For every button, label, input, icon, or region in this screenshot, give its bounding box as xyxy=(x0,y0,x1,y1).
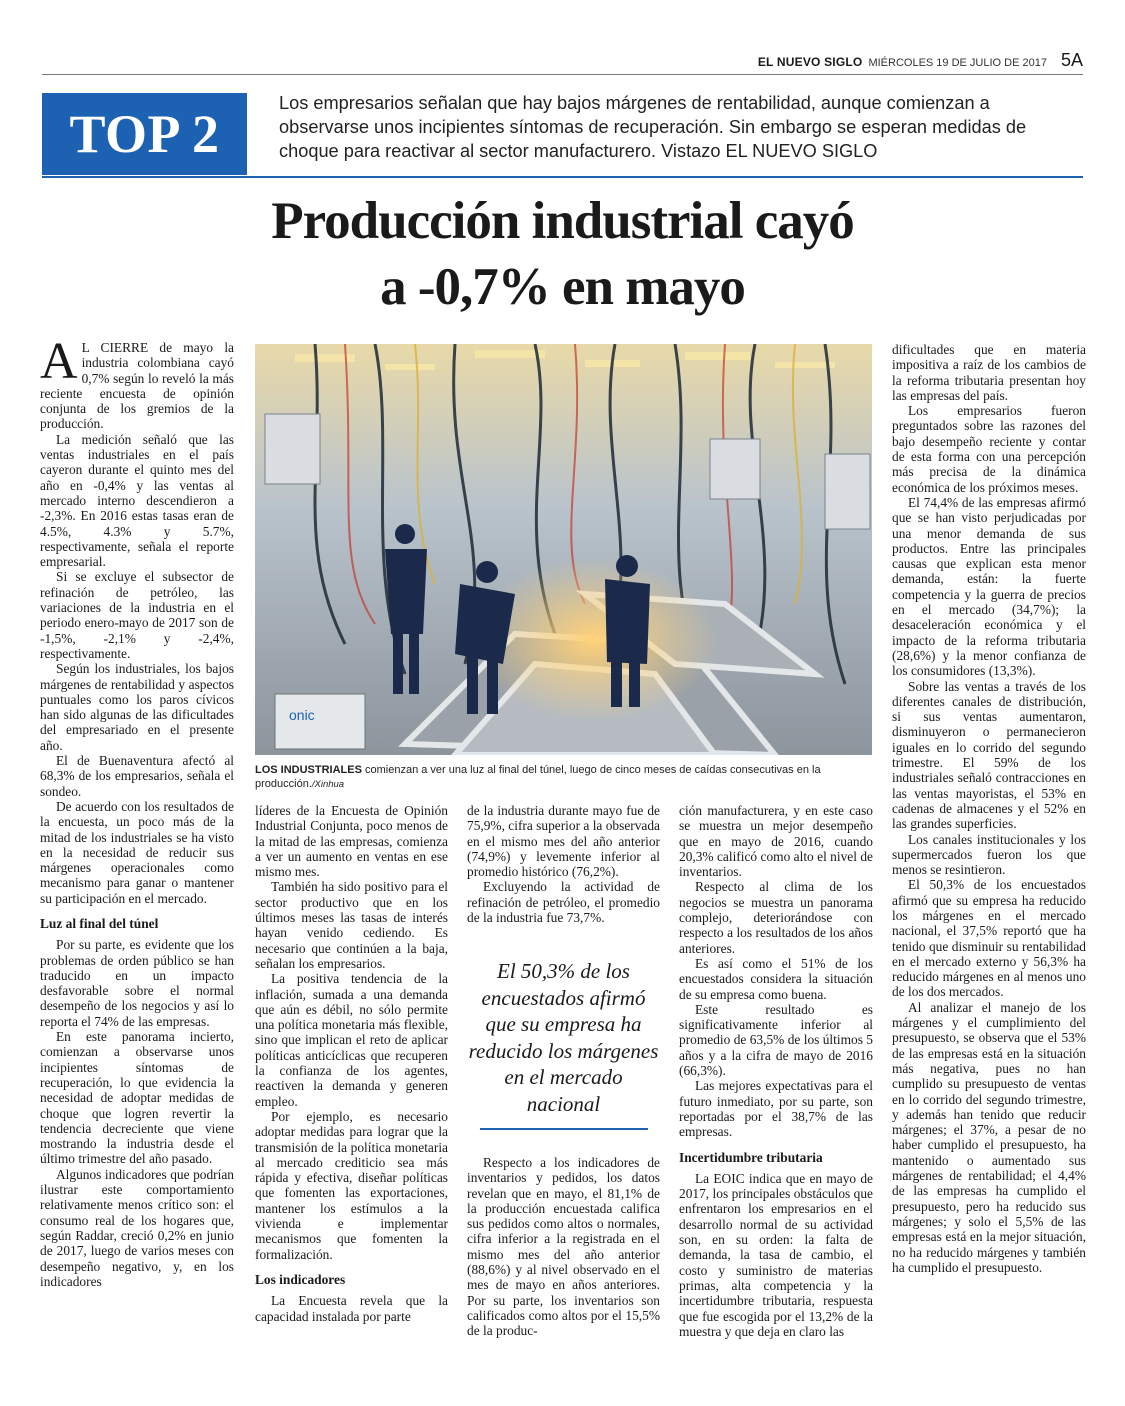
pull-quote: El 50,3% de los encuestados afirmó que su empresa ha reducido los márgenes en el mercado nacional xyxy=(468,959,659,1116)
photo-credit: /Xinhua xyxy=(311,779,345,790)
caption-text: comienzan a ver una luz al final del túnel, luego de cinco meses de caídas consecutivas en la producción. xyxy=(255,764,821,790)
paragraph: También ha sido positivo para el sector productivo que en los últimos meses las tasas de interés hayan venido cediendo. Es necesario que continúen a la baja, señalan los empresarios. xyxy=(255,879,448,971)
paragraph: Este resultado es significativamente inferior al promedio de 63,5% de los últimos 5 años y a la cifra de mayo de 2016 (66,3%). xyxy=(679,1001,873,1079)
headline xyxy=(120,188,1005,320)
paragraph: Los empresarios fueron preguntados sobre las razones del bajo desempeño reciente y contar de esta forma con una percepción más precisa de la dinámica económica de los próximos meses. xyxy=(892,403,1086,495)
article-column-5 xyxy=(892,342,1086,1275)
paragraph xyxy=(40,333,234,432)
subheading: Incertidumbre tributaria xyxy=(679,1149,823,1165)
paragraph: ción manufacturera, y en este caso se muestra un mejor desempeño que en mayo de 2016, cuando 20,3% calificó como alto el nivel de inventarios. xyxy=(679,803,873,880)
paragraph: Es así como el 51% de los encuestados considera la situación de su empresa como buena. xyxy=(679,955,873,1002)
article-column-4 xyxy=(679,803,873,1339)
paragraph: Excluyendo la actividad de refinación de petróleo, el promedio de la industria fue 73,7%. xyxy=(467,879,660,926)
headline-line-2: a -0,7% en mayo xyxy=(380,258,745,316)
photo-caption xyxy=(255,763,872,792)
paragraph: Respecto a los indicadores de inventarios y pedidos, los datos revelan que en mayo, el 81,1% de la producción encuestada califica sus pedidos como altos o normales, cifra inferior a la registrada en el mismo mes del año anterior (88,6%) y al nivel observado en el mes de mayo en años anteriores. Por su parte, los inventarios son calificados como altos por el 15,5% de la produc- xyxy=(467,1155,660,1339)
paragraph: En este panorama incierto, comienzan a observarse unos incipientes síntomas de recuperación, lo que evidencia la necesidad de adoptar medidas de choque que logren revertir la tendencia decreciente que viene mostrando la industria desde el último trimestre del año pasado. xyxy=(40,1029,234,1167)
paragraph: dificultades que en materia impositiva a raíz de los cambios de la reforma tributaria presentan hoy las empresas del país. xyxy=(892,342,1086,403)
paragraph: Según los industriales, los bajos márgenes de rentabilidad y aspectos puntuales como los paros cívicos han sido algunas de las dificultades del empresariado en el presente año. xyxy=(40,661,234,753)
paragraph: Respecto al clima de los negocios se muestra un panorama complejo, deteriorándose con respecto a los resultados de los años anteriores. xyxy=(679,879,873,956)
paragraph: Por ejemplo, es necesario adoptar medidas para lograr que la transmisión de la política monetaria al mercado crediticio sea más rápida y efectiva, diseñar políticas que fomenten las exportaciones, mantener los estímulos a la vivienda e implementar mecanismos que fomenten la formalización. xyxy=(255,1108,448,1262)
section-divider xyxy=(42,176,1083,178)
subheading: Luz al final del túnel xyxy=(40,915,159,931)
article-column-3 xyxy=(467,803,660,925)
paragraph: Al analizar el manejo de los márgenes y el cumplimiento del presupuesto, se observa que el 53% de las empresas está en la situación más negativa, pues no han cumplido su presupuesto de ventas en lo corrido del segundo trimestre, y además han tenido que reducir márgenes; el 37%, a pesar de no haber cumplido el presupuesto, ha mantenido o aumentado sus márgenes de rentabilidad; el 4,4% de las empresas ha cumplido el presupuesto, pero ha reducido sus márgenes; y solo el 5,5% de las empresas está en la mejor situación, no ha reducido márgenes y también ha cumplido el presupuesto. xyxy=(892,999,1086,1275)
subheading: Los indicadores xyxy=(255,1271,346,1287)
paragraph: de la industria durante mayo fue de 75,9%, cifra superior a la observada en el mismo mes del año anterior (74,9%) y levemente inferior al promedio histórico (76,2%). xyxy=(467,803,660,880)
caption-lead: LOS INDUSTRIALES xyxy=(255,764,362,776)
page-number: 5A xyxy=(1060,50,1083,70)
paragraph: La Encuesta revela que la capacidad instalada por parte xyxy=(255,1293,448,1324)
paragraph: El 50,3% de los encuestados afirmó que su empresa ha reducido los márgenes en el mercado nacional, el 37,5% reportó que ha tenido que disminuir su rentabilidad en el mercado externo y 56,3% ha reducido márgenes en al menos uno de los dos mercados. xyxy=(892,877,1086,1000)
paragraph-text: L CIERRE de mayo la industria colombiana cayó 0,7% según lo reveló la más reciente encuesta de opinión conjunta de los gremios de la producción. xyxy=(40,340,234,432)
paragraph: líderes de la Encuesta de Opinión Industrial Conjunta, poco menos de la mitad de las empresas, comienza a ver un aumento en ventas en ese mismo mes. xyxy=(255,803,448,880)
newspaper-name: EL NUEVO SIGLO xyxy=(757,55,863,69)
paragraph: El de Buenaventura afectó al 68,3% de los empresarios, señala el sondeo. xyxy=(40,753,234,799)
paragraph: El 74,4% de las empresas afirmó que se han visto perjudicadas por una menor demanda de sus productos. Entre las principales causas que explican esta menor demanda, están: la fuerte competencia y la guerra de precios en el mercado (34,7%); la desaceleración económica y el impacto de la reforma tributaria (28,6%) y la menor confianza de los consumidores (13,3%). xyxy=(892,494,1086,679)
headline-line-1: Producción industrial cayó xyxy=(271,192,854,250)
section-tag xyxy=(42,93,247,175)
paragraph: La EOIC indica que en mayo de 2017, los principales obstáculos que enfrentaron los empresarios en el desarrollo normal de su actividad son, en su orden: la falta de demanda, la tasa de cambio, el costo y suministro de materias primas, alta competencia y la incertidumbre tributaria, respuesta que fue escogida por el 13,2% de la muestra y que deja en claro las xyxy=(679,1170,873,1339)
masthead xyxy=(758,50,1083,71)
article-column-1 xyxy=(40,333,234,1289)
factory-photo-illustration xyxy=(255,344,872,755)
paragraph: Algunos indicadores que podrían ilustrar este comportamiento relativamente menos crítico son: el consumo real de los hogares que, según Raddar, creció 0,2% en junio de 2017, luego de varios meses con desempeño negativo, y, en los indicadores xyxy=(40,1166,234,1289)
article-column-2 xyxy=(255,803,448,1324)
drop-cap: A xyxy=(40,333,78,390)
article-column-3-continued xyxy=(467,1155,660,1339)
section-tag-label: TOP 2 xyxy=(69,104,220,164)
paragraph: La positiva tendencia de la inflación, sumada a una demanda que aún es débil, no sólo permite una política monetaria más flexible, sino que implican el reto de aplicar políticas anticíclicas que recuperen la confianza de los agentes, reactiven la demanda y generen empleo. xyxy=(255,971,448,1109)
paragraph: Las mejores expectativas para el futuro inmediato, por su parte, son reportadas por el 38,7% de las empresas. xyxy=(679,1078,873,1140)
issue-date: MIÉRCOLES 19 DE JULIO DE 2017 xyxy=(868,57,1047,69)
top-divider xyxy=(42,74,1083,75)
pull-quote-rule xyxy=(480,1128,648,1130)
paragraph: Por su parte, es evidente que los problemas de orden público se han traducido en un impacto desfavorable sobre el normal desempeño de los negocios y así lo reporta el 74% de las empresas. xyxy=(40,937,234,1029)
paragraph: De acuerdo con los resultados de la encuesta, un poco más de la mitad de los industriales se ha visto en la necesidad de reducir sus márgenes operacionales como mecanismo para ganar o mantener su participación en el mercado. xyxy=(40,798,234,906)
paragraph: Si se excluye el subsector de refinación de petróleo, las variaciones de la industria en el periodo enero-mayo de 2017 son de -1,5%, -2,1% y -2,4%, respectivamente. xyxy=(40,569,234,661)
paragraph: La medición señaló que las ventas industriales en el país cayeron durante el quinto mes del año en -0,4% y las ventas al mercado interno descendieron a -2,3%. En 2016 estas tasas eran de 4.5%, 4.3% y 5.7%, respectivamente, señala el reporte empresarial. xyxy=(40,431,234,570)
paragraph: Los canales institucionales y los supermercados fueron los que menos se resintieron. xyxy=(892,831,1086,878)
section-lead: Los empresarios señalan que hay bajos márgenes de rentabilidad, aunque comienzan a observarse unos incipientes síntomas de recuperación. Sin embargo se esperan medidas de choque para reactivar al sector manufacturero. Vistazo EL NUEVO SIGLO xyxy=(279,93,1027,161)
machine-label: onic xyxy=(289,707,315,723)
factory-photo xyxy=(255,344,872,755)
paragraph: Sobre las ventas a través de los diferentes canales de distribución, si sus ventas aumentaron, disminuyeron o permanecieron iguales en lo corrido del segundo trimestre. El 59% de los industriales señaló contracciones en las ventas mayoristas, el 53% en cadenas de almacenes y el 52% en las grandes superficies. xyxy=(892,678,1086,832)
